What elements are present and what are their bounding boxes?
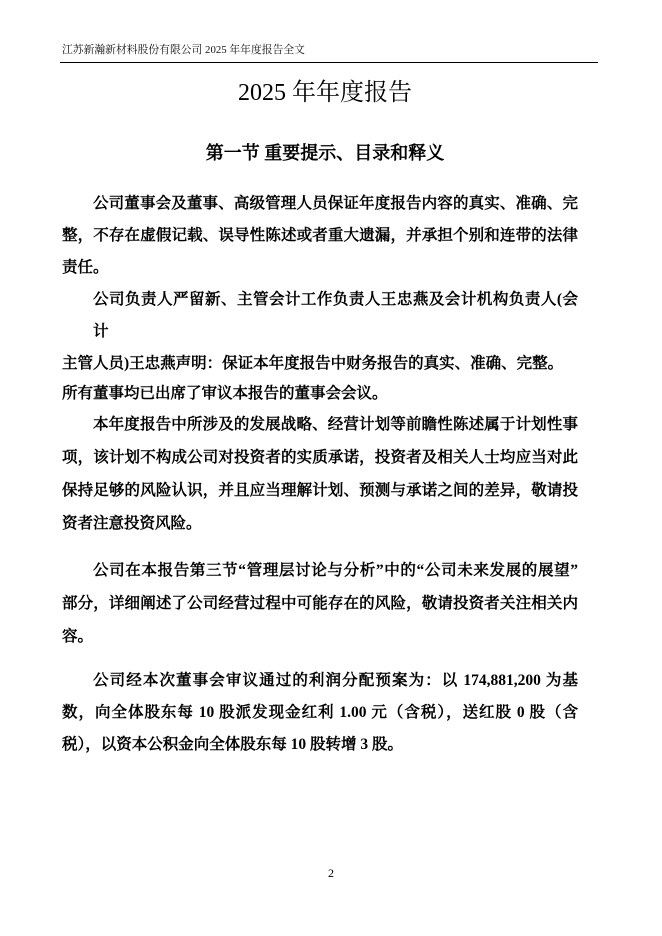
paragraph-line: 公司董事会及董事、高级管理人员保证年度报告内容的真实、准确、完 <box>93 195 578 212</box>
paragraph-line: 公司经本次董事会审议通过的利润分配预案为：以 174,881,200 为基 <box>93 672 578 689</box>
paragraph-line: 容。 <box>62 627 94 645</box>
paragraph-line: 所有董事均已出席了审议本报告的董事会会议。 <box>62 385 388 402</box>
paragraph-profit-distribution <box>62 665 578 761</box>
paragraph-line: 本年度报告中所涉及的发展战略、经营计划等前瞻性陈述属于计划性事 <box>93 416 578 433</box>
paragraph-line: 税），以资本公积金向全体股东每 10 股转增 3 股。 <box>62 736 404 753</box>
paragraph-directors-attendance <box>62 378 578 410</box>
body-text <box>62 188 578 761</box>
paragraph-line: 公司负责人严留新、主管会计工作负责人王忠燕及会计机构负责人(会计 <box>93 291 578 340</box>
report-title: 2025 年年度报告 <box>238 80 412 106</box>
header-rule <box>60 62 598 63</box>
paragraph-line: 保持足够的风险认识，并且应当理解计划、预测与承诺之间的差异，敬请投 <box>62 482 578 499</box>
paragraph-line: 主管人员)王忠燕声明：保证本年度报告中财务报告的真实、准确、完整。 <box>62 355 564 372</box>
paragraph-line: 公司在本报告第三节“管理层讨论与分析”中的“公司未来发展的展望” <box>93 561 578 579</box>
paragraph-board-guarantee <box>62 188 578 284</box>
paragraph-risk-notice <box>62 554 578 653</box>
paragraph-line: 数，向全体股东每 10 股派发现金红利 1.00 元（含税），送红股 0 股（含 <box>62 704 578 721</box>
page-number: 2 <box>328 866 334 880</box>
paragraph-line: 资者注意投资风险。 <box>62 515 202 532</box>
paragraph-forward-looking <box>62 408 578 540</box>
paragraph-line: 整，不存在虚假记载、误导性陈述或者重大遗漏，并承担个别和连带的法律 <box>62 227 578 244</box>
paragraph-line: 责任。 <box>62 259 109 276</box>
running-header: 江苏新瀚新材料股份有限公司 2025 年年度报告全文 <box>62 44 305 56</box>
section-title: 第一节 重要提示、目录和释义 <box>205 143 445 163</box>
paragraph-line: 部分，详细阐述了公司经营过程中可能存在的风险，敬请投资者关注相关内 <box>62 594 578 612</box>
paragraph-line: 项，该计划不构成公司对投资者的实质承诺，投资者及相关人士均应当对此 <box>62 449 578 466</box>
paragraph-responsible-persons <box>62 284 578 380</box>
